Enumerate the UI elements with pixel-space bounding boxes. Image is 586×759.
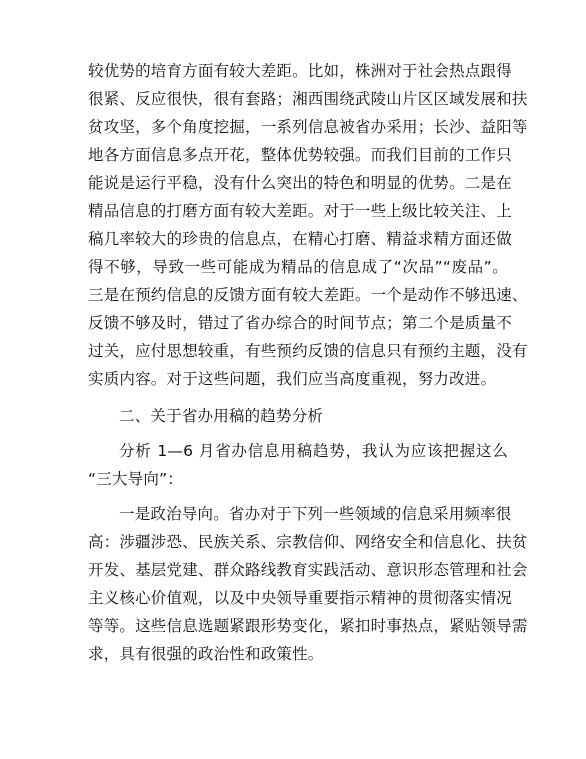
section-heading: 二、关于省办用稿的趋势分析 [119,407,324,425]
text-line: 较优势的培育方面有较大差距。比如，株洲对于社会热点跟得 [88,62,512,80]
text-line: 等等。这些信息选题紧跟形势变化，紧扣时事热点，紧贴领导需 [88,617,528,635]
text-line: “三大导向”： [88,470,183,488]
text-line: 稿几率较大的珍贵的信息点，在精心打磨、精益求精方面还做 [88,230,512,248]
text-line: 过关，应付思想较重，有些预约反馈的信息只有预约主题，没有 [88,342,528,360]
text-line: 主义核心价值观，以及中央领导重要指示精神的贯彻落实情况 [88,589,512,607]
text-line: 三是在预约信息的反馈方面有较大差距。一个是动作不够迅速、 [88,286,528,304]
text-line: 开发、基层党建、群众路线教育实践活动、意识形态管理和社会 [88,561,528,579]
text-line: 能说是运行平稳，没有什么突出的特色和明显的优势。二是在 [88,174,512,192]
text-line: 一是政治导向。省办对于下列一些领域的信息采用频率很 [119,505,512,523]
text-line: 地各方面信息多点开花，整体优势较强。而我们目前的工作只 [88,146,512,164]
text-line: 很紧、反应很快，很有套路；湘西围绕武陵山片区区域发展和扶 [88,90,528,108]
text-line: 求，具有很强的政治性和政策性。 [88,645,324,663]
text-line: 得不够，导致一些可能成为精品的信息成了“次品”“废品”。 [88,258,508,276]
text-line: 高：涉疆涉恐、民族关系、宗教信仰、网络安全和信息化、扶贫 [88,533,528,551]
text-line: 实质内容。对于这些问题，我们应当高度重视，努力改进。 [88,370,497,388]
text-line: 精品信息的打磨方面有较大差距。对于一些上级比较关注、上 [88,202,512,220]
text-line: 贫攻坚，多个角度挖掘，一系列信息被省办采用；长沙、益阳等 [88,118,528,136]
text-line: 反馈不够及时，错过了省办综合的时间节点；第二个是质量不 [88,314,512,332]
text-line: 分析 1—6 月省办信息用稿趋势，我认为应该把握这么 [119,442,508,460]
